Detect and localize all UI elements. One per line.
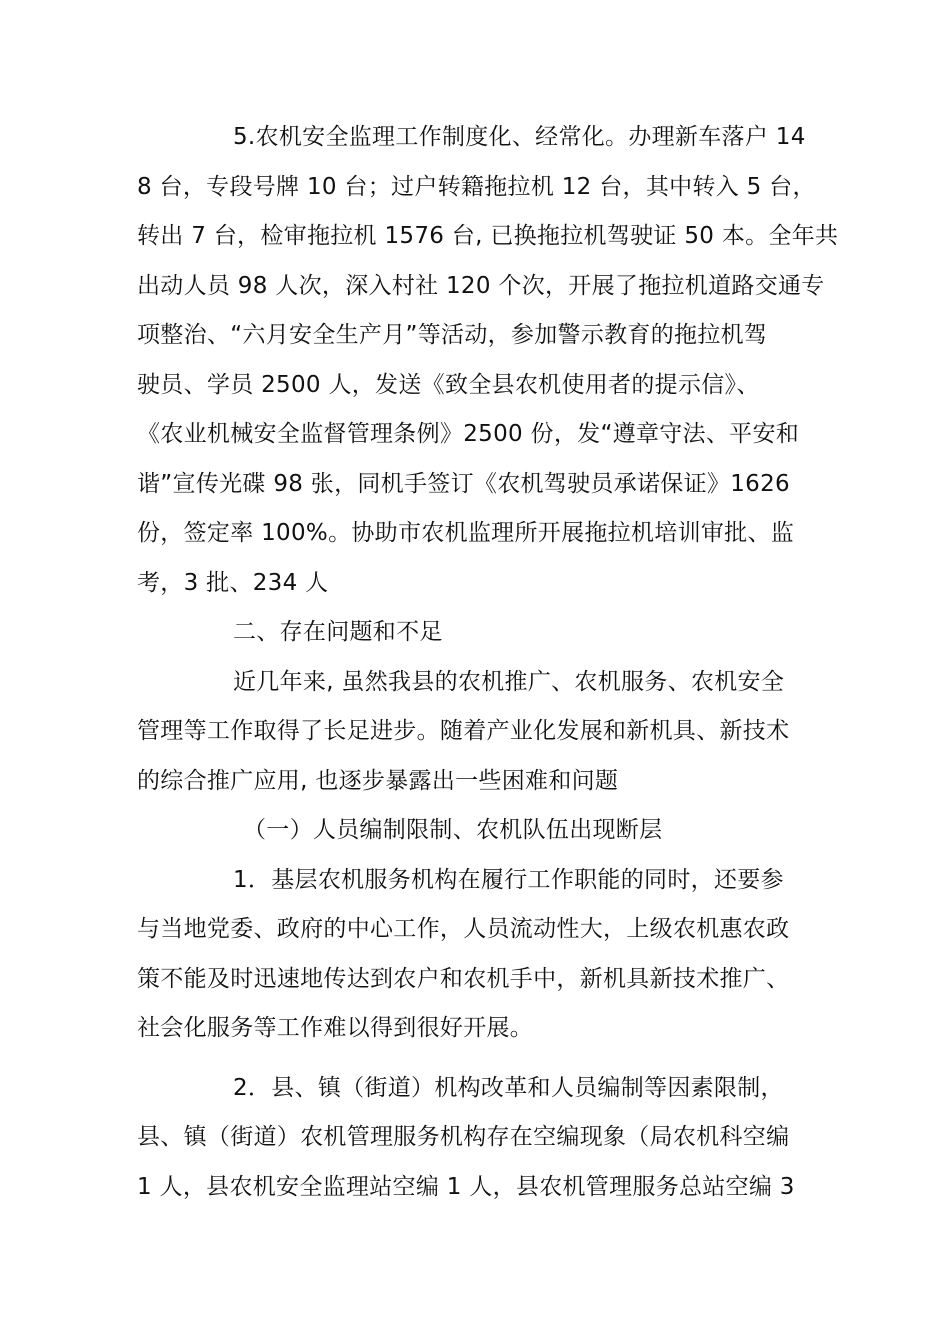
paragraph-intro-problems bbox=[137, 658, 837, 807]
paragraph-item-2 bbox=[137, 1064, 837, 1213]
subsection-heading-staffing bbox=[137, 806, 837, 856]
text-line: 转出 7 台，检审拖拉机 1576 台, 已换拖拉机驾驶证 50 本。全年共 bbox=[137, 223, 839, 249]
text-line: 策不能及时迅速地传达到农户和农机手中，新机具新技术推广、 bbox=[137, 965, 790, 992]
text-line: 8 台，专段号牌 10 台；过户转籍拖拉机 12 台，其中转入 5 台， bbox=[137, 173, 816, 200]
paragraph-item-1 bbox=[137, 856, 837, 1054]
text-line: 2．县、镇（街道）机构改革和人员编制等因素限制， bbox=[233, 1074, 784, 1101]
text-line: 出动人员 98 人次，深入村社 120 个次，开展了拖拉机道路交通专 bbox=[137, 272, 825, 299]
text-line: 《农业机械安全监督管理条例》2500 份，发“遵章守法、平安和 bbox=[137, 421, 800, 447]
text-line: 的综合推广应用, 也逐步暴露出一些困难和问题 bbox=[137, 767, 619, 794]
text-line: 与当地党委、政府的中心工作，人员流动性大，上级农机惠农政 bbox=[137, 916, 790, 942]
text-line: 份，签定率 100%。协助市农机监理所开展拖拉机培训审批、监 bbox=[137, 520, 795, 546]
paragraph-safety-supervision bbox=[137, 113, 837, 608]
paragraph-gap bbox=[137, 1054, 837, 1064]
text-line: 社会化服务等工作难以得到很好开展。 bbox=[137, 1015, 534, 1041]
text-line: 谐”宣传光碟 98 张，同机手签订《农机驾驶员承诺保证》1626 bbox=[137, 470, 790, 497]
heading-line: 二、存在问题和不足 bbox=[233, 619, 443, 645]
text-line: 驶员、学员 2500 人，发送《致全县农机使用者的提示信》、 bbox=[137, 371, 760, 398]
text-line: 项整治、“六月安全生产月”等活动，参加警示教育的拖拉机驾 bbox=[137, 322, 768, 348]
heading-line: （一）人员编制限制、农机队伍出现断层 bbox=[243, 817, 663, 843]
text-line: 1 人，县农机安全监理站空编 1 人，县农机管理服务总站空编 3 bbox=[137, 1173, 795, 1200]
text-line: 县、镇（街道）农机管理服务机构存在空编现象（局农机科空编 bbox=[137, 1124, 790, 1150]
text-line: 近几年来, 虽然我县的农机推广、农机服务、农机安全 bbox=[233, 668, 785, 695]
text-line: 5.农机安全监理工作制度化、经常化。办理新车落户 14 bbox=[233, 124, 806, 150]
section-heading-problems bbox=[137, 608, 837, 658]
text-line: 1．基层农机服务机构在履行工作职能的同时，还要参 bbox=[233, 866, 784, 893]
text-line: 考，3 批、234 人 bbox=[137, 569, 329, 596]
text-line: 管理等工作取得了长足进步。随着产业化发展和新机具、新技术 bbox=[137, 718, 790, 744]
document-body bbox=[137, 113, 837, 1212]
